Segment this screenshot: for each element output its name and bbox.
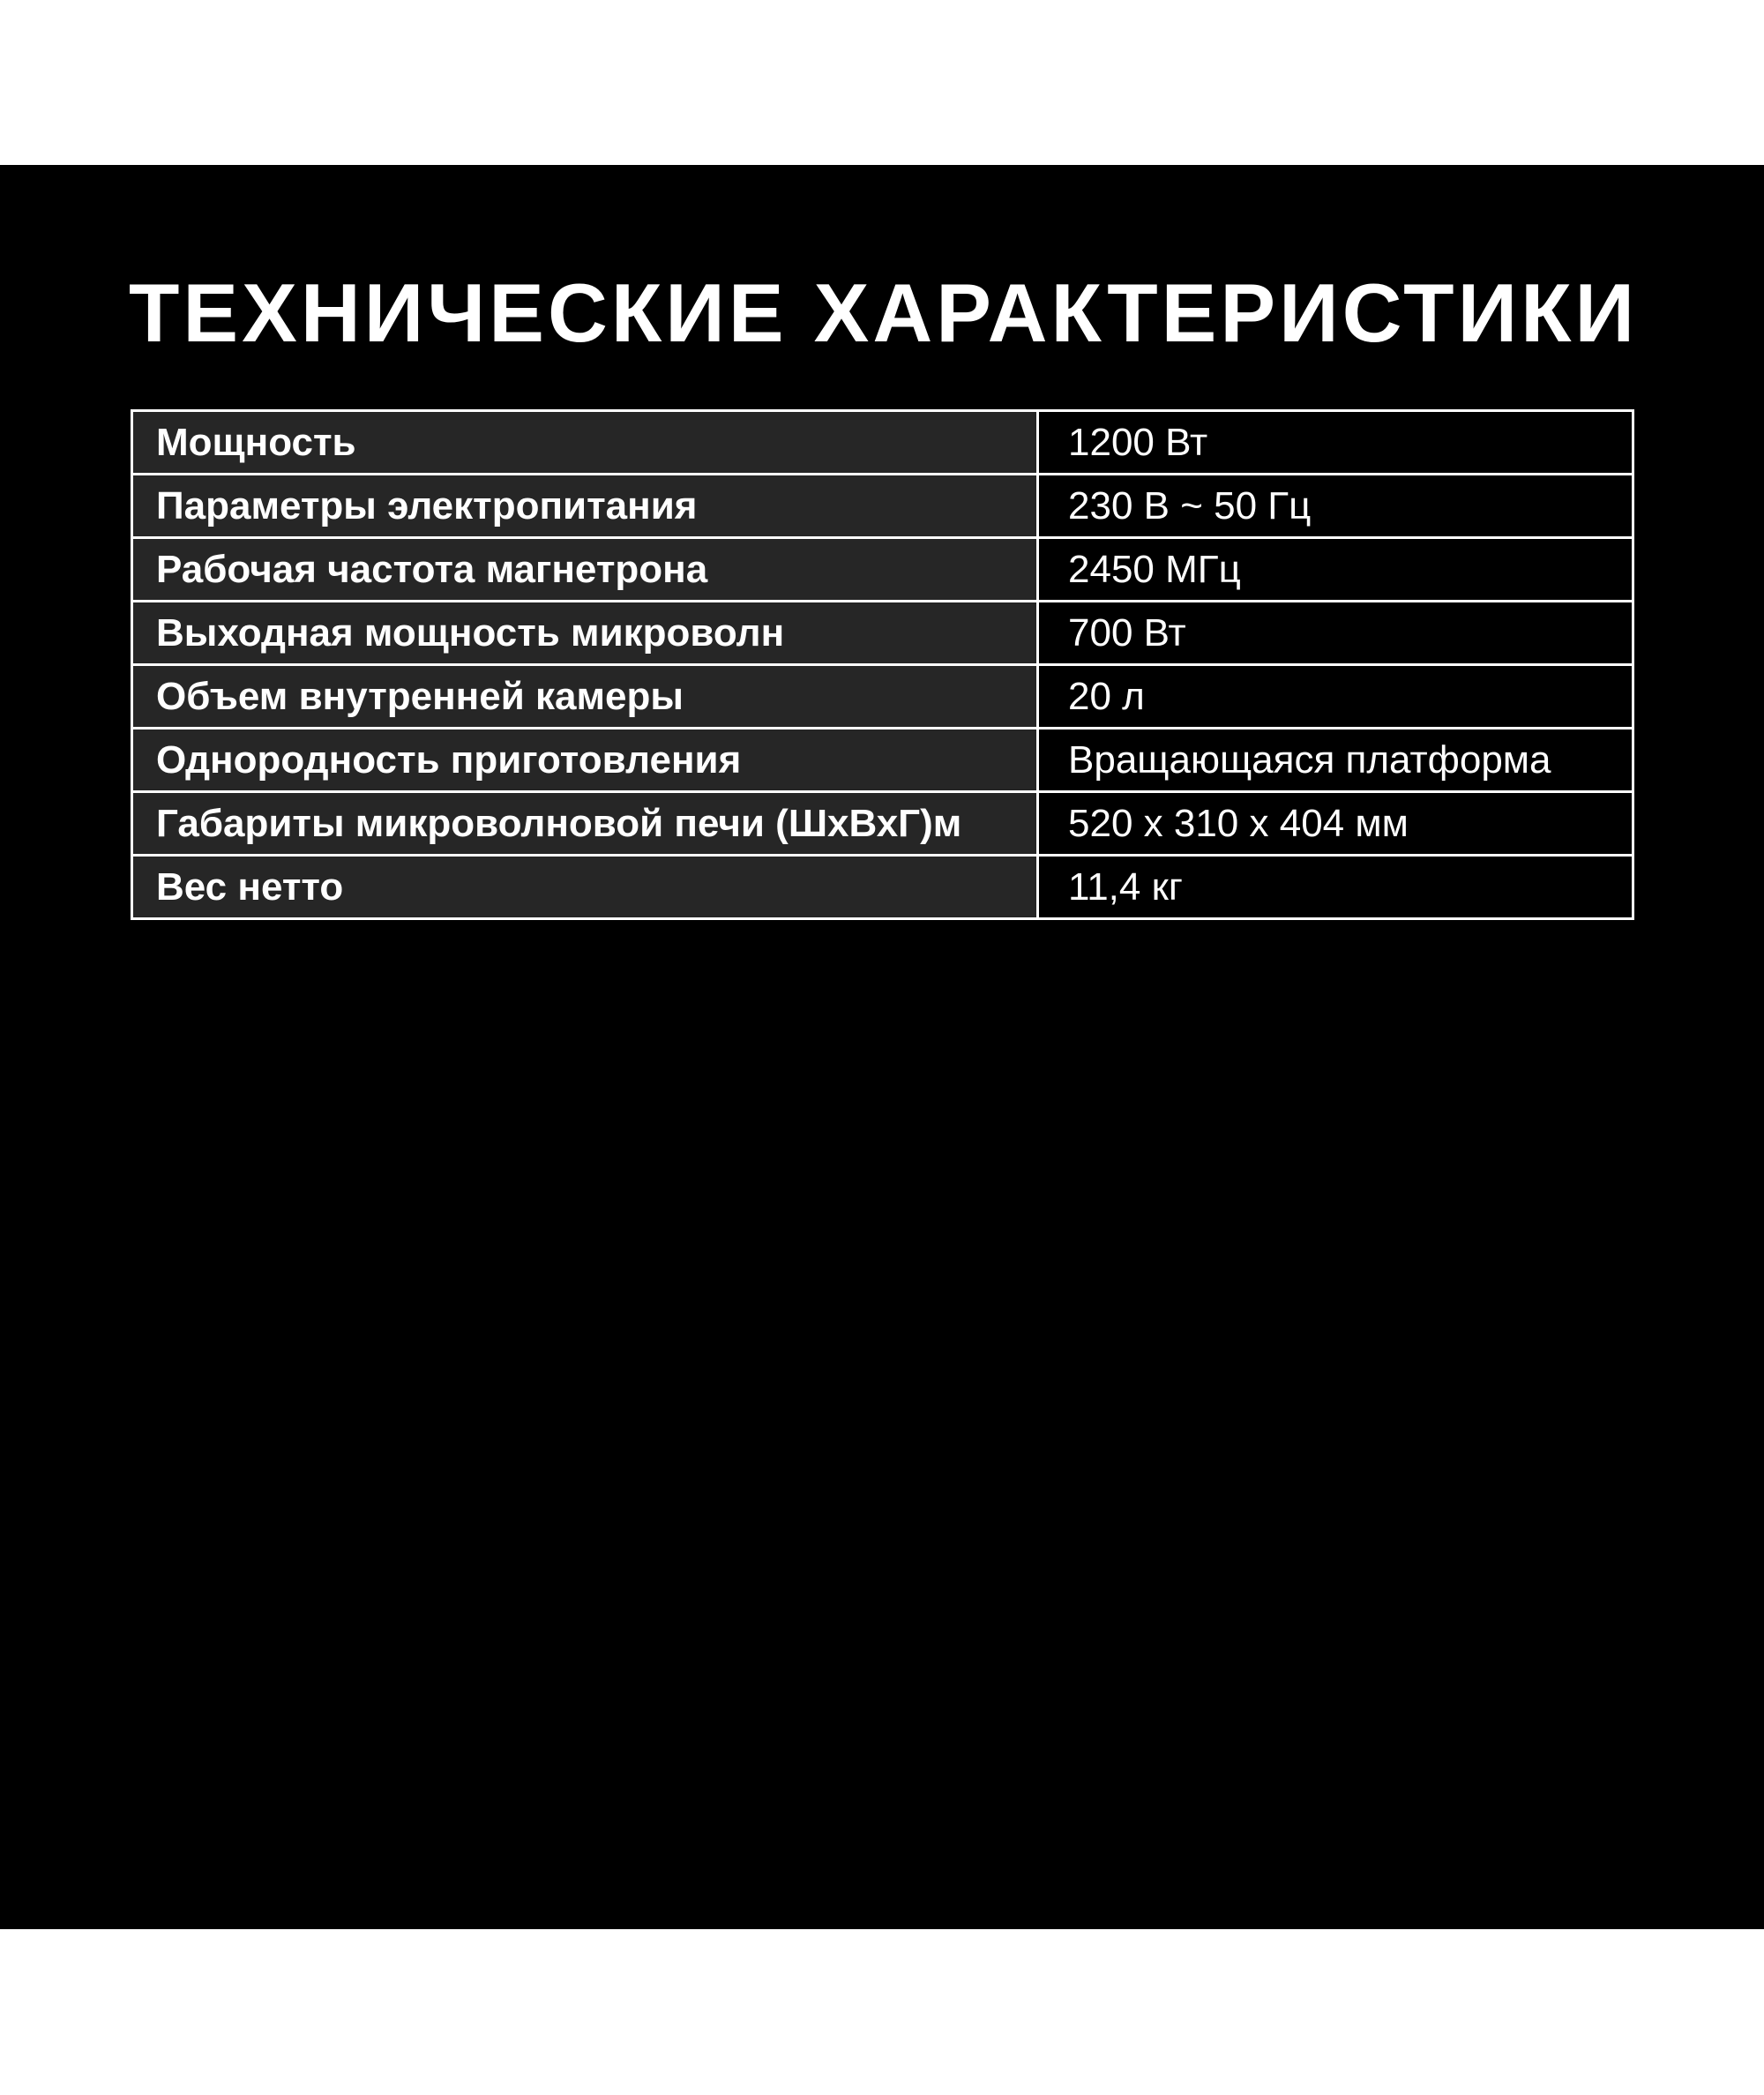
page-title: ТЕХНИЧЕСКИЕ ХАРАКТЕРИСТИКИ [129,266,1639,359]
spec-label: Рабочая частота магнетрона [132,538,1038,602]
table-row [132,729,1633,792]
table-row [132,602,1633,665]
specs-table [131,409,1634,920]
spec-label: Однородность приготовления [132,729,1038,792]
table-row [132,856,1633,919]
spec-label: Габариты микроволновой печи (ШхВхГ)м [132,792,1038,856]
table-row [132,538,1633,602]
spec-value: 2450 МГц [1038,538,1633,602]
spec-label: Объем внутренней камеры [132,665,1038,729]
spec-label: Параметры электропитания [132,475,1038,538]
table-row [132,665,1633,729]
spec-value: 520 х 310 х 404 мм [1038,792,1633,856]
spec-value: 230 В ~ 50 Гц [1038,475,1633,538]
spec-value: 20 л [1038,665,1633,729]
table-row [132,792,1633,856]
spec-label: Вес нетто [132,856,1038,919]
spec-label: Выходная мощность микроволн [132,602,1038,665]
spec-value: 11,4 кг [1038,856,1633,919]
spec-value: Вращающаяся платформа [1038,729,1633,792]
table-row [132,475,1633,538]
spec-label: Мощность [132,411,1038,475]
spec-value: 1200 Вт [1038,411,1633,475]
spec-value: 700 Вт [1038,602,1633,665]
table-row [132,411,1633,475]
